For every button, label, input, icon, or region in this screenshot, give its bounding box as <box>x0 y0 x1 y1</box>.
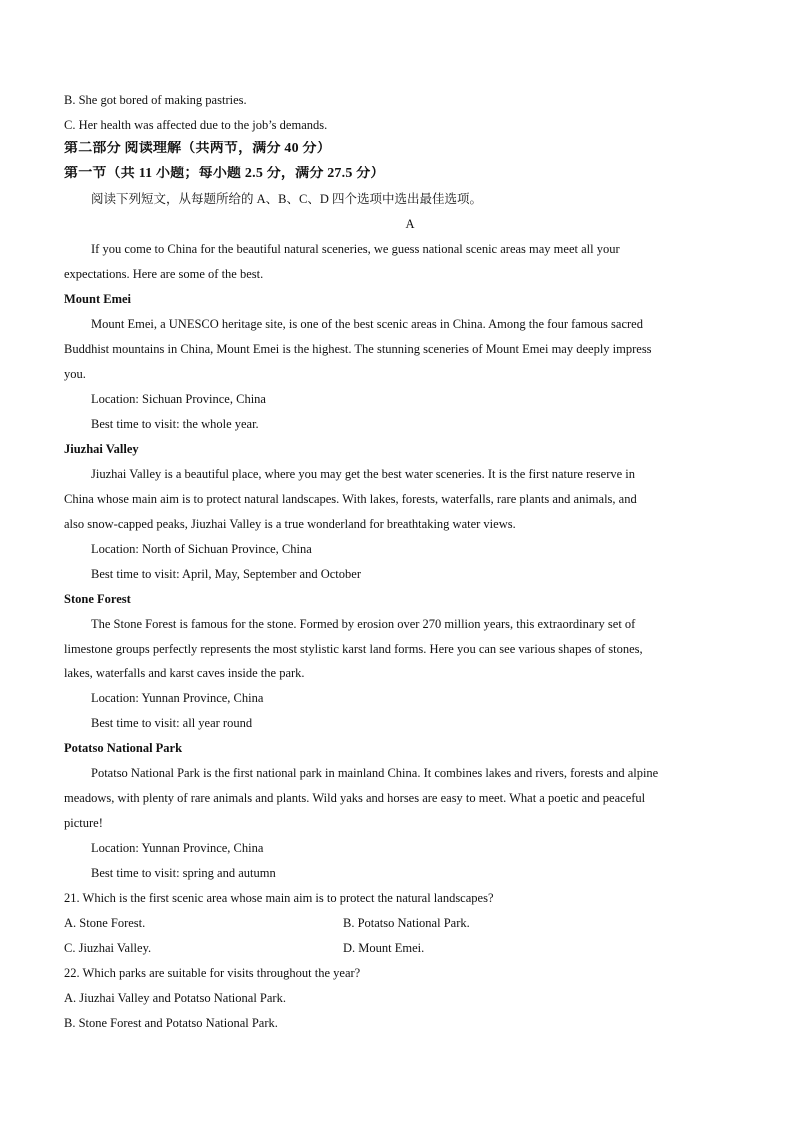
part-title: 第二部分 阅读理解（共两节，满分 40 分） <box>64 141 331 156</box>
place-desc-line: Potatso National Park is the first national park in mainland China. It combines lakes and rivers, forests and alpine <box>91 766 659 780</box>
passage-letter: A <box>405 217 415 231</box>
place-best-time: Best time to visit: April, May, September and October <box>91 567 361 581</box>
option-b: B. Potatso National Park. <box>343 916 470 930</box>
place-heading: Jiuzhai Valley <box>64 442 139 456</box>
place-location: Location: Sichuan Province, China <box>91 392 266 406</box>
place-desc-line: Mount Emei, a UNESCO heritage site, is one of the best scenic areas in China. Among the four famous sacred <box>91 317 643 331</box>
option-a: A. Stone Forest. <box>64 916 146 930</box>
place-location: Location: Yunnan Province, China <box>91 691 264 705</box>
intro-line: If you come to China for the beautiful natural sceneries, we guess national scenic areas may meet all your <box>91 242 620 256</box>
place-heading: Mount Emei <box>64 292 132 306</box>
prev-option-b: B. She got bored of making pastries. <box>64 93 247 107</box>
place-best-time: Best time to visit: all year round <box>91 716 253 730</box>
place-location: Location: North of Sichuan Province, China <box>91 542 312 556</box>
place-desc-line: you. <box>64 367 86 381</box>
section-title: 第一节（共 11 小题；每小题 2.5 分，满分 27.5 分） <box>64 166 385 181</box>
option-a: A. Jiuzhai Valley and Potatso National Park. <box>64 991 286 1005</box>
place-desc-line: limestone groups perfectly represents the most stylistic karst land forms. Here you can see various shapes of stones, <box>64 642 643 656</box>
place-desc-line: The Stone Forest is famous for the stone. Formed by erosion over 270 million years, this extraordinary set of <box>91 617 636 631</box>
place-heading: Stone Forest <box>64 592 131 606</box>
question-options-row <box>64 940 730 957</box>
option-c: C. Jiuzhai Valley. <box>64 941 152 955</box>
intro-line: expectations. Here are some of the best. <box>64 267 264 281</box>
place-desc-line: Buddhist mountains in China, Mount Emei is the highest. The stunning sceneries of Mount Emei may deeply impress <box>64 342 652 356</box>
question-options-row <box>64 915 730 932</box>
place-desc-line: Jiuzhai Valley is a beautiful place, where you may get the best water sceneries. It is the first nature reserve in <box>91 467 636 481</box>
prev-option-c: C. Her health was affected due to the job’s demands. <box>64 118 328 132</box>
place-location: Location: Yunnan Province, China <box>91 841 264 855</box>
question-stem: 22. Which parks are suitable for visits throughout the year? <box>64 966 361 980</box>
place-desc-line: also snow-capped peaks, Jiuzhai Valley is a true wonderland for breathtaking water views. <box>64 517 516 531</box>
place-best-time: Best time to visit: spring and autumn <box>91 866 276 880</box>
place-desc-line: meadows, with plenty of rare animals and plants. Wild yaks and horses are easy to meet. What a poetic and peaceful <box>64 791 646 805</box>
question-stem: 21. Which is the first scenic area whose main aim is to protect the natural landscapes? <box>64 891 494 905</box>
option-b: B. Stone Forest and Potatso National Park. <box>64 1016 278 1030</box>
place-best-time: Best time to visit: the whole year. <box>91 417 259 431</box>
option-d: D. Mount Emei. <box>343 941 425 955</box>
instructions: 阅读下列短文，从每题所给的 A、B、C、D 四个选项中选出最佳选项。 <box>91 192 482 206</box>
place-desc-line: picture! <box>64 816 103 830</box>
place-desc-line: lakes, waterfalls and karst caves inside the park. <box>64 666 305 680</box>
place-heading: Potatso National Park <box>64 741 183 755</box>
place-desc-line: China whose main aim is to protect natural landscapes. With lakes, forests, waterfalls, rare plants and animals, and <box>64 492 637 506</box>
